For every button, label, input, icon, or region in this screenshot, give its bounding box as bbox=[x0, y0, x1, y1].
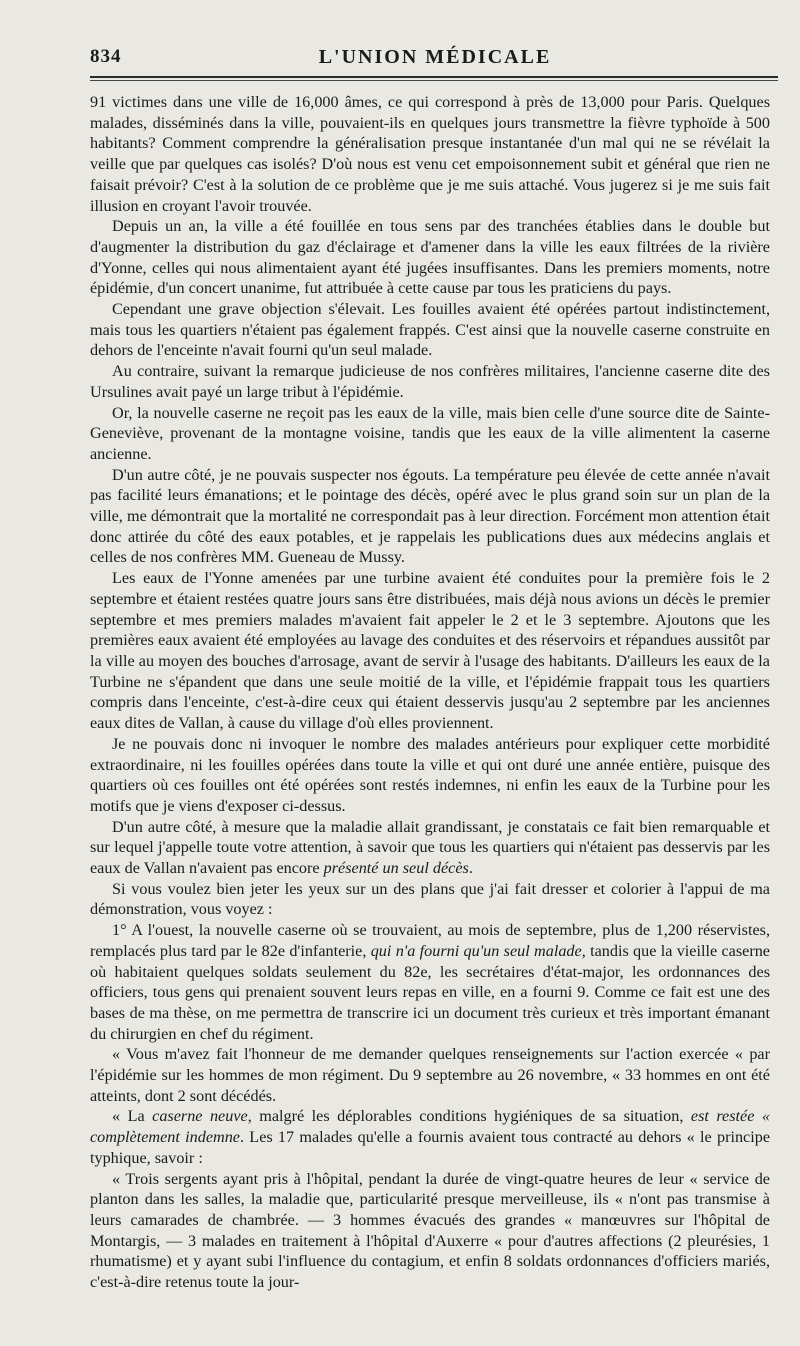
article-body bbox=[90, 92, 770, 1293]
paragraph: « La caserne neuve, malgré les déplorables conditions hygiéniques de sa situation, est restée « complètement indemne. Les 17 malades qu'elle a fournis avaient tous contracté au dehors « le principe typhique, savoir : bbox=[90, 1107, 771, 1167]
header-rule-thin bbox=[90, 80, 778, 81]
paragraph: D'un autre côté, je ne pouvais suspecter nos égouts. La température peu élevée de cette année n'avait pas facilité leurs émanations; et le pointage des décès, opéré avec le plus grand soin sur un plan de la ville, me démontrait que la mortalité ne correspondait pas à leur direction. Forcément mon attention était donc attirée du côté des eaux potables, et je rappelais les publications dues aux médecins anglais et celles de nos confrères MM. Gueneau de Mussy. bbox=[90, 465, 770, 567]
paragraph: « Vous m'avez fait l'honneur de me demander quelques renseignements sur l'action exercée « par l'épidémie sur les hommes de mon régiment. Du 9 septembre au 26 novembre, « 33 hommes en ont été atteints, dont 2 sont décédés. bbox=[90, 1045, 770, 1105]
header-rule bbox=[90, 76, 778, 78]
italic-text: qui n'a fourni qu'un seul malade bbox=[370, 941, 582, 960]
paragraph: « Trois sergents ayant pris à l'hôpital, pendant la durée de vingt-quatre heures de leur « service de planton dans les salles, la maladie que, particularité presque merveilleuse, ils « n'ont pas transmise à leurs camarades de chambrée. — 3 hommes évacués des grandes « manœuvres sur l'hôpital de Montargis, — 3 malades en traitement à l'hôpital d'Auxerre « pour d'autres affections (2 pleurésies, 1 rhumatisme) et y ayant subi l'influence du contagium, et enfin 8 soldats ordonnances d'officiers mariés, c'est-à-dire retenus toute la jour- bbox=[90, 1169, 770, 1292]
paragraph: Depuis un an, la ville a été fouillée en tous sens par des tranchées établies dans le double but d'augmenter la distribution du gaz d'éclairage et d'amener dans la ville les eaux filtrées de la rivière d'Yonne, celles qui nous alimentaient ayant été jugées insuffisantes. Dans les premiers moments, notre épidémie, d'un concert unanime, fut attribuée à cette cause par tous les praticiens du pays. bbox=[90, 217, 770, 298]
paragraph: D'un autre côté, à mesure que la maladie allait grandissant, je constatais ce fait bien remarquable et sur lequel j'appelle toute votre attention, à savoir que tous les quartiers qui n'étaient pas desservis par les eaux de Vallan n'avaient pas encore présenté un seul décès. bbox=[90, 817, 770, 878]
italic-text: est restée « complètement indemne bbox=[90, 1107, 770, 1147]
paragraph: 91 victimes dans une ville de 16,000 âmes, ce qui correspond à près de 13,000 pour Paris. Quelques malades, disséminés dans la ville, pouvaient-ils en quelques jours transmettre la fièvre typhoïde à 500 habitants? Comment comprendre la généralisation presque instantanée d'un mal qui ne se révélait la veille que par quelques cas isolés? D'où nous est venu cet empoisonnement subit et général que rien ne faisait prévoir? C'est à la solution de ce problème que je me suis attaché. Vous jugerez si je me suis fait illusion en croyant l'avoir trouvée. bbox=[90, 93, 770, 215]
paragraph: Les eaux de l'Yonne amenées par une turbine avaient été conduites pour la première fois le 2 septembre et étaient restées quatre jours sans être distribuées, mais déjà nous avions un décès le premier septembre et mes premiers malades m'avaient fait appeler le 2 et le 3 septembre. Ajoutons que les premières eaux avaient été employées au lavage des conduites et des réservoirs et répandues aussitôt par la ville au moyen des bouches d'arrosage, avant de servir à l'usage des habitants. D'ailleurs les eaux de la Turbine ne s'épandent que dans une seule moitié de la ville, et l'épidémie frappait tous les quartiers compris dans l'enceinte, c'est-à-dire ceux qui étaient desservis jusqu'au 2 septembre par les anciennes eaux dites de Vallan, à cause du village d'où elles proviennent. bbox=[90, 569, 770, 733]
italic-text: présenté un seul décès bbox=[323, 859, 469, 878]
paragraph: Or, la nouvelle caserne ne reçoit pas les eaux de la ville, mais bien celle d'une source dite de Sainte-Geneviève, provenant de la montagne voisine, tandis que les eaux de la ville alimentent la caserne ancienne. bbox=[90, 403, 770, 463]
journal-title: L'UNION MÉDICALE bbox=[318, 46, 552, 68]
paragraph: Si vous voulez bien jeter les yeux sur un des plans que j'ai fait dresser et colorier à l'appui de ma démonstration, vous voyez : bbox=[90, 879, 770, 919]
paragraph: 1° A l'ouest, la nouvelle caserne où se trouvaient, au mois de septembre, plus de 1,200 réservistes, remplacés plus tard par le 82e d'infanterie, qui n'a fourni qu'un seul malade, tandis que la vieille caserne où habitaient quelques soldats seulement du 82e, les secrétaires d'état-major, les ordonnances des officiers, tous gens qui prenaient souvent leurs repas en ville, en a fourni 9. Comme ce fait est une des bases de ma thèse, on me permettra de transcrire ici un document très curieux et très important émanant du chirurgien en chef du régiment. bbox=[90, 921, 770, 1043]
paragraph: Au contraire, suivant la remarque judicieuse de nos confrères militaires, l'ancienne caserne dite des Ursulines avait payé un large tribut à l'épidémie. bbox=[90, 362, 770, 401]
page-number: 834 bbox=[90, 46, 122, 67]
page-header bbox=[90, 44, 780, 74]
italic-text: caserne neuve bbox=[152, 1107, 248, 1126]
paragraph: Je ne pouvais donc ni invoquer le nombre des malades antérieurs pour expliquer cette morbidité extraordinaire, ni les fouilles opérées dans toute la ville et qui ont duré une année entière, puisque des quartiers où ces fouilles ont été opérées sont restés indemnes, ni enfin les eaux de la Turbine pour les motifs que je viens d'exposer ci-dessus. bbox=[90, 734, 770, 815]
paragraph: Cependant une grave objection s'élevait. Les fouilles avaient été opérées partout indistinctement, mais tous les quartiers n'étaient pas également frappés. C'est ainsi que la nouvelle caserne construite en dehors de l'enceinte n'avait fourni qu'un seul malade. bbox=[90, 300, 770, 360]
